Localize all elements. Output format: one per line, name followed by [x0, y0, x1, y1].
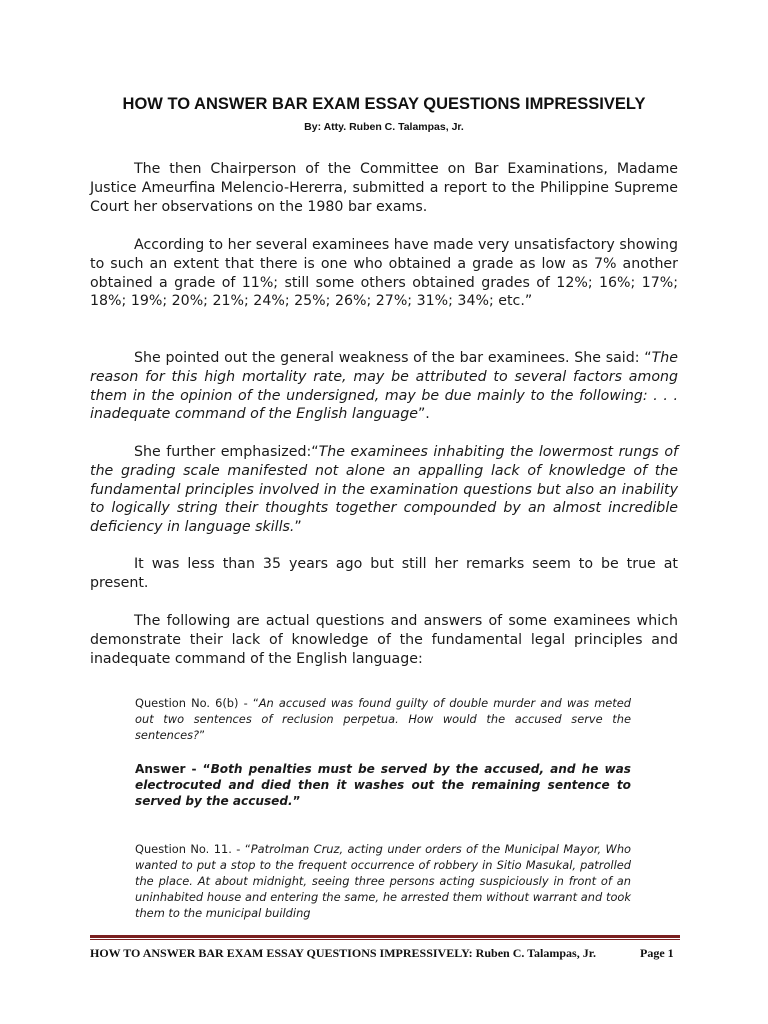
- answer-6b: [135, 761, 631, 809]
- footer-rule-thin: [90, 939, 680, 940]
- paragraph-4-quote: The examinees inhabiting the lowermost rungs of the grading scale manifested not alone an appalling lack of knowledge of the fundamental principles involved in the examination questions but also an inability to logically string their thoughts together compounded by an almost incredible deficiency in language skills.: [90, 444, 678, 536]
- question-11: [135, 841, 631, 921]
- question-6b-lead: Question No. 6(b) - “: [135, 696, 259, 710]
- answer-6b-lead: Answer - “: [135, 762, 211, 776]
- paragraph-3: [90, 349, 678, 424]
- paragraph-1: The then Chairperson of the Committee on Bar Examinations, Madame Justice Ameurfina Melencio-Hererra, submitted a report to the Philippine Supreme Court her observations on the 1980 bar exams.: [90, 161, 678, 215]
- paragraph-4: [90, 443, 678, 537]
- document-byline: By: Atty. Ruben C. Talampas, Jr.: [304, 121, 464, 133]
- paragraph-2: According to her several examinees have made very unsatisfactory showing to such an extent that there is one who obtained a grade as low as 7% another obtained a grade of 11%; still some others obtained grades of 12%; 16%; 17%; 18%; 19%; 20%; 21%; 24%; 25%; 26%; 27%; 31%; 34%; etc.”: [90, 237, 678, 310]
- question-11-text: Patrolman Cruz, acting under orders of the Municipal Mayor, Who wanted to put a stop to the frequent occurrence of robbery in Sitio Masukal, patrolled the place. At about midnight, seeing three persons acting suspiciously in front of an uninhabited house and entering the same, he arrested them without warrant and took them to the municipal building: [135, 842, 632, 920]
- question-6b-end: ”: [199, 728, 206, 742]
- footer-running-title: HOW TO ANSWER BAR EXAM ESSAY QUESTIONS IMPRESSIVELY: Ruben C. Talampas, Jr.: [90, 946, 596, 960]
- answer-6b-text: Both penalties must be served by the accused, and he was electrocuted and died then it washes out the remaining sentence to served by the accused.: [135, 762, 631, 808]
- paragraph-5: It was less than 35 years ago but still her remarks seem to be true at present.: [90, 556, 678, 591]
- document-title: HOW TO ANSWER BAR EXAM ESSAY QUESTIONS IMPRESSIVELY: [122, 95, 646, 113]
- paragraph-3-end: ”.: [417, 406, 430, 423]
- paragraph-3-quote: The reason for this high mortality rate, may be attributed to several factors among them in the opinion of the undersigned, may be due mainly to the following: . . . inadequate command of the English language: [90, 350, 678, 423]
- paragraph-4-end: ”: [294, 519, 302, 536]
- footer-page-number: Page 1: [640, 946, 674, 960]
- question-11-lead: Question No. 11. - “: [135, 842, 251, 856]
- answer-6b-end: ”: [292, 794, 301, 808]
- paragraph-4-lead: She further emphasized:“: [134, 444, 319, 460]
- question-6b: [135, 695, 631, 743]
- paragraph-6: The following are actual questions and answers of some examinees which demonstrate their lack of knowledge of the fundamental legal principles and inadequate command of the English language:: [90, 613, 678, 667]
- question-6b-text: An accused was found guilty of double murder and was meted out two sentences of reclusion perpetua. How would the accused serve the sentences?: [135, 696, 631, 742]
- paragraph-3-lead: She pointed out the general weakness of the bar examinees. She said: “: [134, 350, 652, 366]
- footer-rule-thick: [90, 935, 680, 938]
